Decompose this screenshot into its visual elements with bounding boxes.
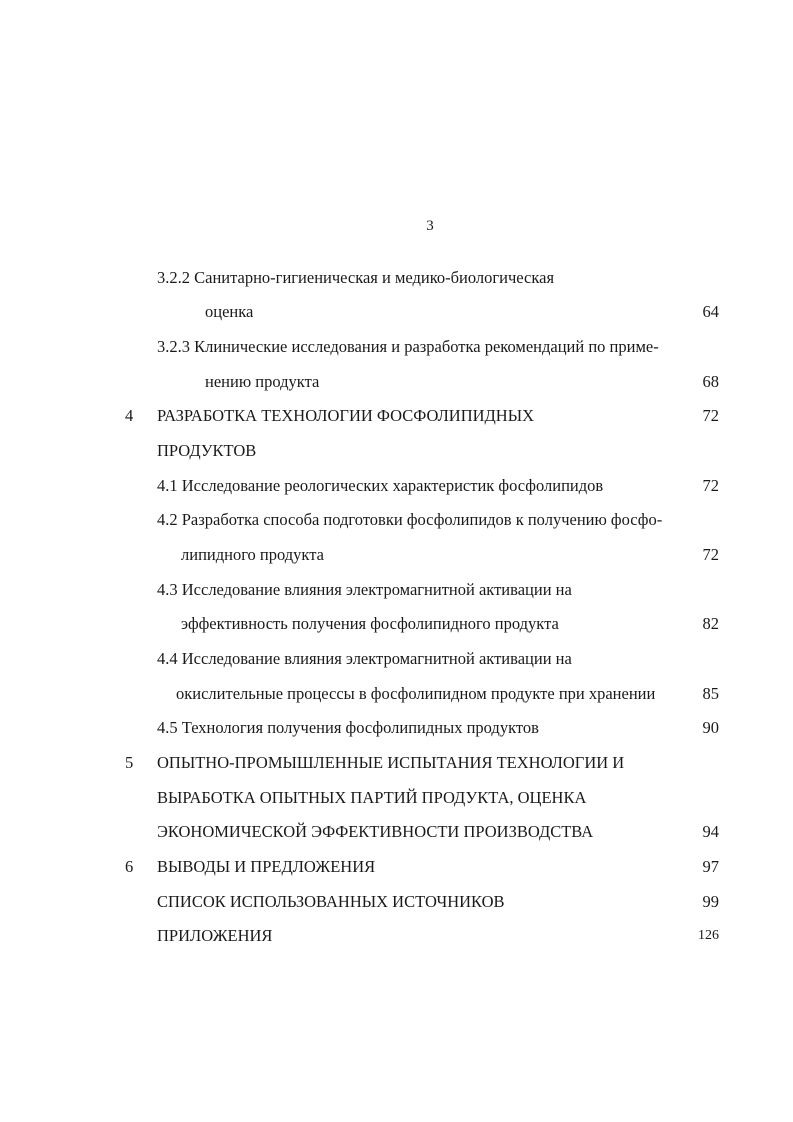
toc-entry-text: 4.1 Исследование реологических характеристик фосфолипидов — [157, 476, 604, 495]
toc-entry-text: нению продукта — [205, 372, 320, 391]
toc-page-number: 97 — [702, 857, 719, 876]
toc-page-number: 90 — [702, 718, 719, 737]
toc-page-number: 126 — [698, 928, 719, 943]
toc-entry-text: ВЫРАБОТКА ОПЫТНЫХ ПАРТИЙ ПРОДУКТА, ОЦЕНКА — [157, 788, 587, 807]
toc-page-number: 72 — [702, 476, 719, 495]
toc-entry-4-2-cont — [0, 542, 793, 568]
toc-entry-3-2-2 — [0, 265, 793, 291]
toc-entry-3-2-2-cont — [0, 299, 793, 325]
toc-entry-4-3-cont — [0, 611, 793, 637]
toc-page-number: 94 — [702, 822, 719, 841]
toc-page-number: 72 — [702, 406, 719, 425]
toc-entry-3-2-3-cont — [0, 369, 793, 395]
toc-page-number: 82 — [702, 614, 719, 633]
toc-entry-4-5 — [0, 715, 793, 741]
toc-entry-text: оценка — [205, 302, 254, 321]
toc-entry-text: 3.2.3 Клинические исследования и разработка рекомендаций по приме- — [157, 337, 659, 356]
toc-entry-text: ПРИЛОЖЕНИЯ — [157, 926, 273, 945]
toc-entry-text: 4.2 Разработка способа подготовки фосфолипидов к получению фосфо- — [157, 510, 663, 529]
toc-entry-4-3 — [0, 577, 793, 603]
toc-chapter-5-cont2 — [0, 819, 793, 845]
toc-entry-text: ВЫВОДЫ И ПРЕДЛОЖЕНИЯ — [157, 857, 376, 876]
toc-entry-4-4-cont — [0, 681, 793, 707]
toc-page-number: 85 — [702, 684, 719, 703]
toc-entry-text: РАЗРАБОТКА ТЕХНОЛОГИИ ФОСФОЛИПИДНЫХ — [157, 406, 535, 425]
toc-references — [0, 889, 793, 915]
toc-chapter-5-cont — [0, 785, 793, 811]
toc-entry-text: ПРОДУКТОВ — [157, 441, 257, 460]
toc-appendices — [0, 923, 793, 949]
toc-entry-text: 4.3 Исследование влияния электромагнитной активации на — [157, 580, 572, 599]
toc-entry-text: ОПЫТНО-ПРОМЫШЛЕННЫЕ ИСПЫТАНИЯ ТЕХНОЛОГИИ И — [157, 753, 625, 772]
toc-page-number: 99 — [702, 892, 719, 911]
toc-chapter-number: 5 — [125, 753, 134, 772]
toc-entry-text: 3.2.2 Санитарно-гигиеническая и медико-биологическая — [157, 268, 555, 287]
toc-chapter-6 — [0, 854, 793, 880]
toc-entry-text: окислительные процессы в фосфолипидном продукте при хранении — [176, 684, 656, 703]
toc-page-number: 72 — [702, 545, 719, 564]
toc-page-number: 64 — [702, 302, 719, 321]
toc-chapter-number: 4 — [125, 406, 134, 425]
toc-entry-text: СПИСОК ИСПОЛЬЗОВАННЫХ ИСТОЧНИКОВ — [157, 892, 505, 911]
toc-entry-text: 4.5 Технология получения фосфолипидных продуктов — [157, 718, 539, 737]
toc-entry-text: 4.4 Исследование влияния электромагнитной активации на — [157, 649, 572, 668]
toc-chapter-4-cont — [0, 438, 793, 464]
toc-entry-text: липидного продукта — [181, 545, 324, 564]
toc-chapter-4 — [0, 403, 793, 429]
toc-chapter-number: 6 — [125, 857, 134, 876]
toc-entry-4-2 — [0, 507, 793, 533]
toc-chapter-5 — [0, 750, 793, 776]
toc-entry-3-2-3 — [0, 334, 793, 360]
toc-entry-4-4 — [0, 646, 793, 672]
page-number: 3 — [426, 218, 434, 234]
toc-entry-text: ЭКОНОМИЧЕСКОЙ ЭФФЕКТИВНОСТИ ПРОИЗВОДСТВА — [157, 822, 594, 841]
toc-entry-4-1 — [0, 473, 793, 499]
toc-page-number: 68 — [702, 372, 719, 391]
toc-entry-text: эффективность получения фосфолипидного продукта — [181, 614, 559, 633]
